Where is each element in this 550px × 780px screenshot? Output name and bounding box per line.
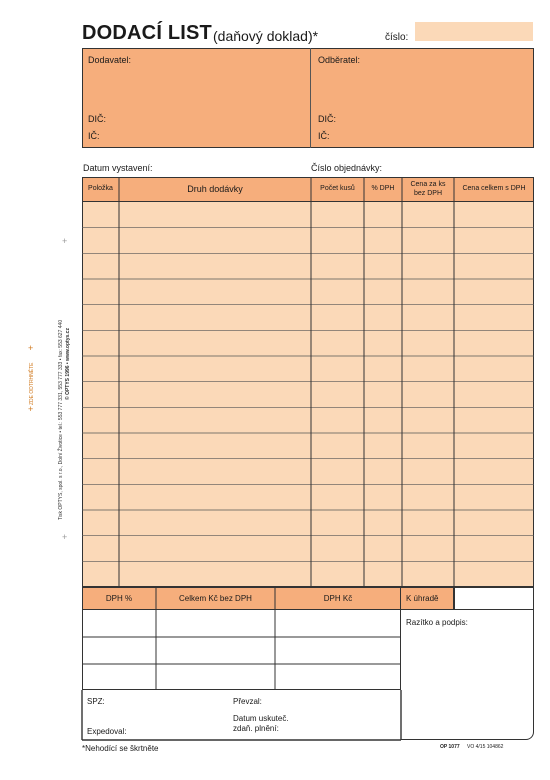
tax-date-label-line1: Datum uskuteč. [233, 714, 289, 723]
col-header-kind: Druh dodávky [187, 184, 243, 195]
to-pay-label: K úhradě [406, 594, 439, 603]
printer-info-line2: © OPTYS 1996 • www.optys.cz [65, 328, 71, 400]
supplier-label: Dodavatel: [88, 55, 132, 65]
col-header-unit-price: Cena za ks bez DPH [410, 181, 446, 197]
col-header-item: Položka [88, 185, 113, 193]
form-version: VO 4/15 104862 [467, 744, 504, 750]
number-label: číslo: [385, 32, 409, 43]
cut-mark-icon: + [28, 343, 34, 353]
dispatched-by-label: Expedoval: [87, 727, 127, 736]
supplier-ic-label: IČ: [88, 131, 100, 141]
customer-dic-label: DIČ: [318, 114, 336, 124]
customer-label: Odběratel: [318, 55, 361, 65]
col-header-qty: Počet kusů [320, 185, 355, 193]
cut-mark-icon: + [28, 404, 34, 414]
col-header-vat: % DPH [371, 185, 395, 193]
order-number-label: Číslo objednávky: [311, 163, 383, 173]
stamp-label: Razítko a podpis: [406, 618, 468, 627]
supplier-dic-label: DIČ: [88, 114, 106, 124]
summary-net-header: Celkem Kč bez DPH [179, 594, 252, 603]
printer-info-line1: Tisk OPTYS, spol. s r.o., Dolní Životice • tel.: 553 777 331, 553 777 333 • fax: 553 627 440 [58, 319, 64, 520]
summary-vat-pct-header: DPH % [105, 594, 133, 603]
tax-date-label-line2: zdaň. plnění: [233, 724, 279, 733]
tear-here-text: ZDE ODTRHNĚTE [29, 362, 35, 405]
col-header-total: Cena celkem s DPH [462, 185, 526, 193]
issue-date-label: Datum vystavení: [83, 163, 153, 173]
form-code: OP 1077 [440, 744, 460, 750]
document-subtitle: (daňový doklad)* [213, 28, 319, 44]
footnote: *Nehodící se škrtněte [82, 744, 159, 753]
customer-ic-label: IČ: [318, 131, 330, 141]
plus-mark-icon: + [62, 236, 68, 246]
received-by-label: Převzal: [233, 697, 262, 706]
plus-mark-icon: + [62, 532, 68, 542]
spz-label: SPZ: [87, 697, 105, 706]
summary-vat-header: DPH Kč [323, 594, 353, 603]
document-title: DODACÍ LIST [82, 22, 212, 44]
